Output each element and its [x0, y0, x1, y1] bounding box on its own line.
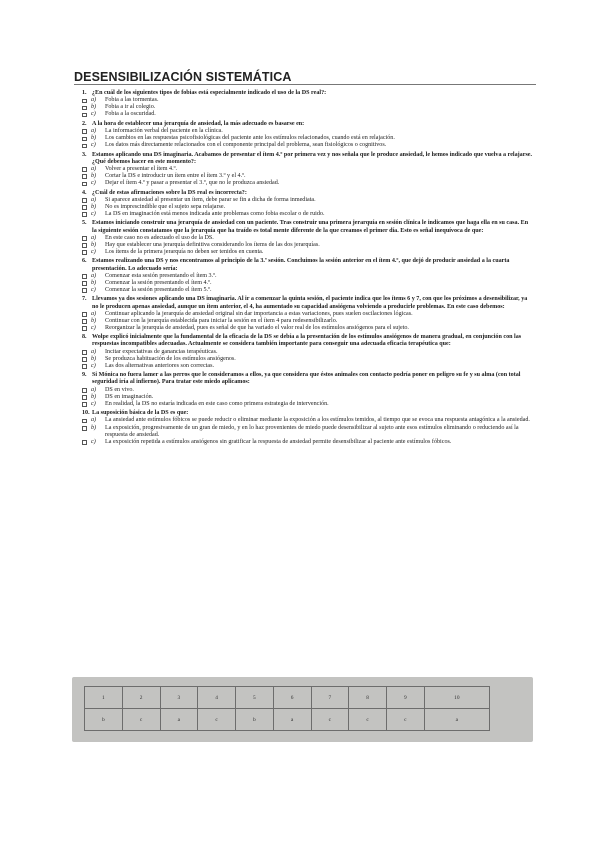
- answer-key-answer: c: [311, 709, 349, 731]
- checkbox-icon[interactable]: [82, 326, 87, 331]
- question-10: [76, 410, 534, 446]
- question-text: [76, 220, 534, 234]
- option-text: Los datos más directamente relacionados con el componente principal del problema, sean fisiológicos o cognitivos.: [105, 142, 387, 149]
- option-letter: c): [91, 249, 96, 256]
- answer-option[interactable]: [76, 401, 534, 408]
- document-title: DESENSIBILIZACIÓN SISTEMÁTICA: [74, 70, 292, 84]
- answer-option[interactable]: [76, 273, 534, 280]
- option-text: Comenzar esta sesión presentando el ítem 3.º.: [105, 272, 217, 279]
- answer-key-number: 8: [349, 687, 387, 709]
- question-text: [76, 296, 534, 310]
- checkbox-icon[interactable]: [82, 243, 87, 248]
- checkbox-icon[interactable]: [82, 182, 87, 187]
- option-letter: a): [91, 196, 97, 203]
- question-list: [76, 90, 534, 448]
- option-text: Hay que establecer una jerarquía definitiva considerando los ítems de las dos jerarquías.: [105, 241, 320, 248]
- checkbox-icon[interactable]: [82, 364, 87, 369]
- question-number: 2.: [82, 120, 87, 127]
- answer-key-answer: c: [349, 709, 387, 731]
- question-number: 3.: [82, 151, 87, 158]
- option-text: Continuar con la jerarquía establecida para iniciar la sesión en el ítem 4 para redesensibilizarlo.: [105, 317, 338, 324]
- question-text: [76, 152, 534, 166]
- option-text: La exposición repetida a estímulos ansiógenos sin gratificar la respuesta de ansiedad permite desensibilizar al paciente ante estímulos fóbicos.: [105, 438, 452, 445]
- question-7: [76, 296, 534, 332]
- option-letter: c): [91, 362, 96, 369]
- question-number: 5.: [82, 220, 87, 227]
- question-1: [76, 90, 534, 119]
- option-letter: a): [91, 127, 97, 134]
- checkbox-icon[interactable]: [82, 440, 87, 445]
- checkbox-icon[interactable]: [82, 288, 87, 293]
- option-text: Si aparece ansiedad al presentar un ítem, debe parar se fin a dicha de forma inmediata.: [105, 196, 316, 203]
- question-9: [76, 372, 534, 408]
- answer-option[interactable]: [76, 356, 534, 363]
- question-text: [76, 121, 534, 128]
- checkbox-icon[interactable]: [82, 281, 87, 286]
- option-text: Se produzca habituación de los estímulos ansiógenos.: [105, 355, 236, 362]
- question-4: [76, 190, 534, 219]
- question-text: [76, 258, 534, 272]
- option-text: Las dos alternativas anteriores son correctas.: [105, 362, 214, 369]
- answer-key-photo: [72, 677, 533, 742]
- answer-key-numbers-row: [85, 687, 490, 709]
- answer-option[interactable]: [76, 363, 534, 370]
- option-text: Los cambios en las respuestas psicofisiológicas del paciente ante los estímulos relacionados, cuando está en relajación.: [105, 135, 395, 142]
- answer-option[interactable]: [76, 280, 534, 287]
- question-8: [76, 334, 534, 370]
- question-text: [76, 190, 534, 197]
- answer-key-number: 5: [236, 687, 274, 709]
- option-text: La exposición, progresivamente de un gran de miedo, y en lo haz provenientes de miedo puede desensibilizar al sujeto ante esos estímulos eliminando o reduciendo así la respuesta de ansiedad.: [105, 424, 519, 438]
- question-number: 9.: [82, 372, 87, 379]
- checkbox-icon[interactable]: [82, 402, 87, 407]
- checkbox-icon[interactable]: [82, 144, 87, 149]
- option-text: Fobia a ir al colegio.: [105, 104, 156, 111]
- answer-option[interactable]: [76, 387, 534, 394]
- option-letter: c): [91, 211, 96, 218]
- option-letter: a): [91, 234, 97, 241]
- answer-option[interactable]: [76, 242, 534, 249]
- option-letter: b): [91, 241, 97, 248]
- checkbox-icon[interactable]: [82, 212, 87, 217]
- question-number: 8.: [82, 334, 87, 341]
- option-letter: a): [91, 310, 97, 317]
- option-letter: b): [91, 203, 97, 210]
- checkbox-icon[interactable]: [82, 357, 87, 362]
- question-number: 4.: [82, 189, 87, 196]
- question-prompt: Estamos aplicando una DS imaginaria. Acabamos de presentar el ítem 4.º por primera vez y nos señala que le produce ansiedad, le hemos indicado que vuelva a relajarse. ¿Qué debemos hacer en este momento?:: [92, 151, 533, 165]
- option-text: Dejar el ítem 4.º y pasar a presentar el 3.º, que no le produzca ansiedad.: [105, 180, 280, 187]
- answer-key-number: 1: [85, 687, 123, 709]
- option-letter: a): [91, 165, 97, 172]
- answer-option[interactable]: [76, 311, 534, 318]
- question-prompt: Si Mónica no fuera lamer a las perros que le consideramos a ellos, ya que considera que éstos animales con contacto podría poner en peligro su fe y su alma (con total seguridad iría al infierno). Para tratar este miedo aplicamos:: [92, 372, 521, 386]
- checkbox-icon[interactable]: [82, 174, 87, 179]
- answer-key-answer: a: [160, 709, 198, 731]
- answer-key-answer: b: [236, 709, 274, 731]
- question-prompt: Estamos realizando una DS y nos encontramos al principio de la 3.ª sesión. Concluimos la sesión anterior en el ítem 4.º, que dejó de producir ansiedad a la cuarta presentación. Lo adecuado sería:: [92, 258, 510, 272]
- checkbox-icon[interactable]: [82, 250, 87, 255]
- question-3: [76, 152, 534, 188]
- answer-key-number: 2: [122, 687, 160, 709]
- checkbox-icon[interactable]: [82, 388, 87, 393]
- option-letter: b): [91, 355, 97, 362]
- checkbox-icon[interactable]: [82, 167, 87, 172]
- option-text: En este caso no es adecuado el uso de la DS.: [105, 234, 214, 241]
- answer-key-answer: c: [387, 709, 425, 731]
- checkbox-icon[interactable]: [82, 419, 87, 424]
- question-number: 6.: [82, 258, 87, 265]
- checkbox-icon[interactable]: [82, 319, 87, 324]
- option-letter: b): [91, 424, 97, 431]
- answer-key-number: 4: [198, 687, 236, 709]
- option-text: DS en vivo.: [105, 386, 134, 393]
- question-number: 1.: [82, 90, 87, 96]
- option-letter: c): [91, 400, 96, 407]
- answer-key-answer: b: [85, 709, 123, 731]
- question-2: [76, 121, 534, 150]
- checkbox-icon[interactable]: [82, 129, 87, 134]
- title-rule: [74, 84, 536, 85]
- checkbox-icon[interactable]: [82, 205, 87, 210]
- answer-key-number: 6: [273, 687, 311, 709]
- option-letter: c): [91, 111, 96, 118]
- answer-option[interactable]: [76, 211, 534, 218]
- checkbox-icon[interactable]: [82, 137, 87, 142]
- answer-option[interactable]: [76, 349, 534, 356]
- answer-key-number: 7: [311, 687, 349, 709]
- answer-option[interactable]: [76, 439, 534, 446]
- option-letter: c): [91, 438, 96, 445]
- option-text: En realidad, la DS no estaría indicada en este caso como primera estrategia de intervención.: [105, 400, 329, 407]
- option-text: Continuar aplicando la jerarquía de ansiedad original sin dar importancia a estas variaciones, pues suelen oscilaciones lógicas.: [105, 310, 413, 317]
- option-text: DS en imaginación.: [105, 393, 154, 400]
- checkbox-icon[interactable]: [82, 395, 87, 400]
- option-text: Comenzar la sesión presentando el ítem 4.º.: [105, 279, 212, 286]
- question-prompt: La suposición básica de la DS es que:: [92, 410, 189, 417]
- answer-key-number: 9: [387, 687, 425, 709]
- option-text: La ansiedad ante estímulos fóbicos se puede reducir o eliminar mediante la exposición a los estímulos temidos, al tiempo que se evoca una respuesta antagónica a la ansiedad.: [105, 417, 530, 424]
- checkbox-icon[interactable]: [82, 274, 87, 279]
- answer-key-answer: a: [424, 709, 489, 731]
- checkbox-icon[interactable]: [82, 236, 87, 241]
- option-letter: b): [91, 317, 97, 324]
- question-number: 10.: [82, 410, 90, 417]
- option-text: La DS en imaginación está menos indicada ante problemas como fobia escolar o de ruido.: [105, 211, 325, 218]
- option-letter: b): [91, 173, 97, 180]
- answer-option[interactable]: [76, 197, 534, 204]
- answer-option[interactable]: [76, 111, 534, 118]
- answer-option[interactable]: [76, 180, 534, 187]
- option-letter: b): [91, 279, 97, 286]
- checkbox-icon[interactable]: [82, 426, 87, 431]
- answer-key-answers-row: [85, 709, 490, 731]
- option-letter: a): [91, 348, 97, 355]
- answer-option[interactable]: [76, 104, 534, 111]
- answer-key-answer: a: [273, 709, 311, 731]
- question-prompt: ¿En cuál de los siguientes tipos de fobias está especialmente indicado el uso de la DS real?:: [92, 90, 327, 96]
- option-letter: a): [91, 272, 97, 279]
- option-letter: c): [91, 324, 96, 331]
- question-prompt: Llevamos ya dos sesiones aplicando una DS imaginaria. Al ir a comenzar la quinta sesión, el paciente indica que los ítems 6 y 7, con que los próximos a desensibilizar, ya no le producen apenas ansiedad, aunque un ítem anterior, el 4, ha aumentado su capacidad ansiógena volviendo a producirle problemas. En este caso debemos:: [92, 296, 528, 310]
- option-text: No es imprescindible que el sujeto sepa relajarse.: [105, 203, 226, 210]
- checkbox-icon[interactable]: [82, 113, 87, 118]
- option-text: Los ítems de la primera jerarquía no deben ser tenidos en cuenta.: [105, 249, 264, 256]
- answer-option[interactable]: [76, 318, 534, 325]
- answer-key-table: [84, 686, 490, 731]
- option-letter: c): [91, 142, 96, 149]
- checkbox-icon[interactable]: [82, 106, 87, 111]
- question-prompt: A la hora de establecer una jerarquía de ansiedad, la más adecuado es basarse en:: [92, 120, 305, 127]
- answer-key-number: 10: [424, 687, 489, 709]
- answer-option[interactable]: [76, 235, 534, 242]
- option-letter: c): [91, 287, 96, 293]
- answer-option[interactable]: [76, 97, 534, 104]
- answer-option[interactable]: [76, 325, 534, 332]
- question-text: [76, 372, 534, 386]
- answer-option[interactable]: [76, 142, 534, 149]
- question-text: [76, 90, 534, 97]
- question-prompt: ¿Cuál de estas afirmaciones sobre la DS real es incorrecta?:: [92, 189, 247, 196]
- checkbox-icon[interactable]: [82, 198, 87, 203]
- option-text: Fobia a las tormentas.: [105, 97, 159, 104]
- question-prompt: Estamos iniciando construir una jerarquía de ansiedad con un paciente. Tras construir una primera jerarquía en sesión clínica le indicamos que haga ella en su casa. En la siguiente sesión constatamos que la jerarquía que ha traído es total mente diferente de la que creamos el primer día. Esto es señal inequívoca de que:: [92, 220, 529, 234]
- option-letter: b): [91, 104, 97, 111]
- option-letter: a): [91, 97, 97, 104]
- question-number: 7.: [82, 296, 87, 303]
- option-text: Cortar la DS e introducir un ítem entre el ítem 3.º y el 4.º.: [105, 173, 246, 180]
- answer-option[interactable]: [76, 394, 534, 401]
- question-prompt: Wolpe explicó inicialmente que la fundamental de la eficacia de la DS se debía a la presentación de los estímulos ansiógenos de manera gradual, en conjunción con las respuestas incompatibles adecuadas. Actualmente se considera también importante para conseguir una adecuada eficacia terapéutica que:: [92, 334, 522, 348]
- checkbox-icon[interactable]: [82, 312, 87, 317]
- answer-option[interactable]: [76, 204, 534, 211]
- option-letter: a): [91, 417, 97, 424]
- checkbox-icon[interactable]: [82, 350, 87, 355]
- option-text: Volver a presentar el ítem 4.º.: [105, 165, 177, 172]
- question-6: [76, 258, 534, 294]
- option-text: Comenzar la sesión presentando el ítem 5.º.: [105, 287, 212, 293]
- option-letter: c): [91, 180, 96, 187]
- option-text: Fobia a la oscuridad.: [105, 111, 156, 118]
- answer-option[interactable]: [76, 287, 534, 294]
- checkbox-icon[interactable]: [82, 99, 87, 104]
- option-letter: b): [91, 135, 97, 142]
- answer-option[interactable]: [76, 425, 534, 439]
- question-5: [76, 220, 534, 256]
- answer-key-answer: c: [198, 709, 236, 731]
- answer-option[interactable]: [76, 249, 534, 256]
- answer-option[interactable]: [76, 417, 534, 424]
- option-text: Reorganizar la jerarquía de ansiedad, pues es señal de que ha variado el valor real de los estímulos ansiógenos para el sujeto.: [105, 324, 409, 331]
- answer-key-answer: c: [122, 709, 160, 731]
- option-text: Incitar expectativas de ganancias terapéuticas.: [105, 348, 218, 355]
- answer-key-number: 3: [160, 687, 198, 709]
- option-letter: b): [91, 393, 97, 400]
- option-letter: a): [91, 386, 97, 393]
- question-text: [76, 334, 534, 348]
- option-text: La información verbal del paciente en la clínica.: [105, 127, 223, 134]
